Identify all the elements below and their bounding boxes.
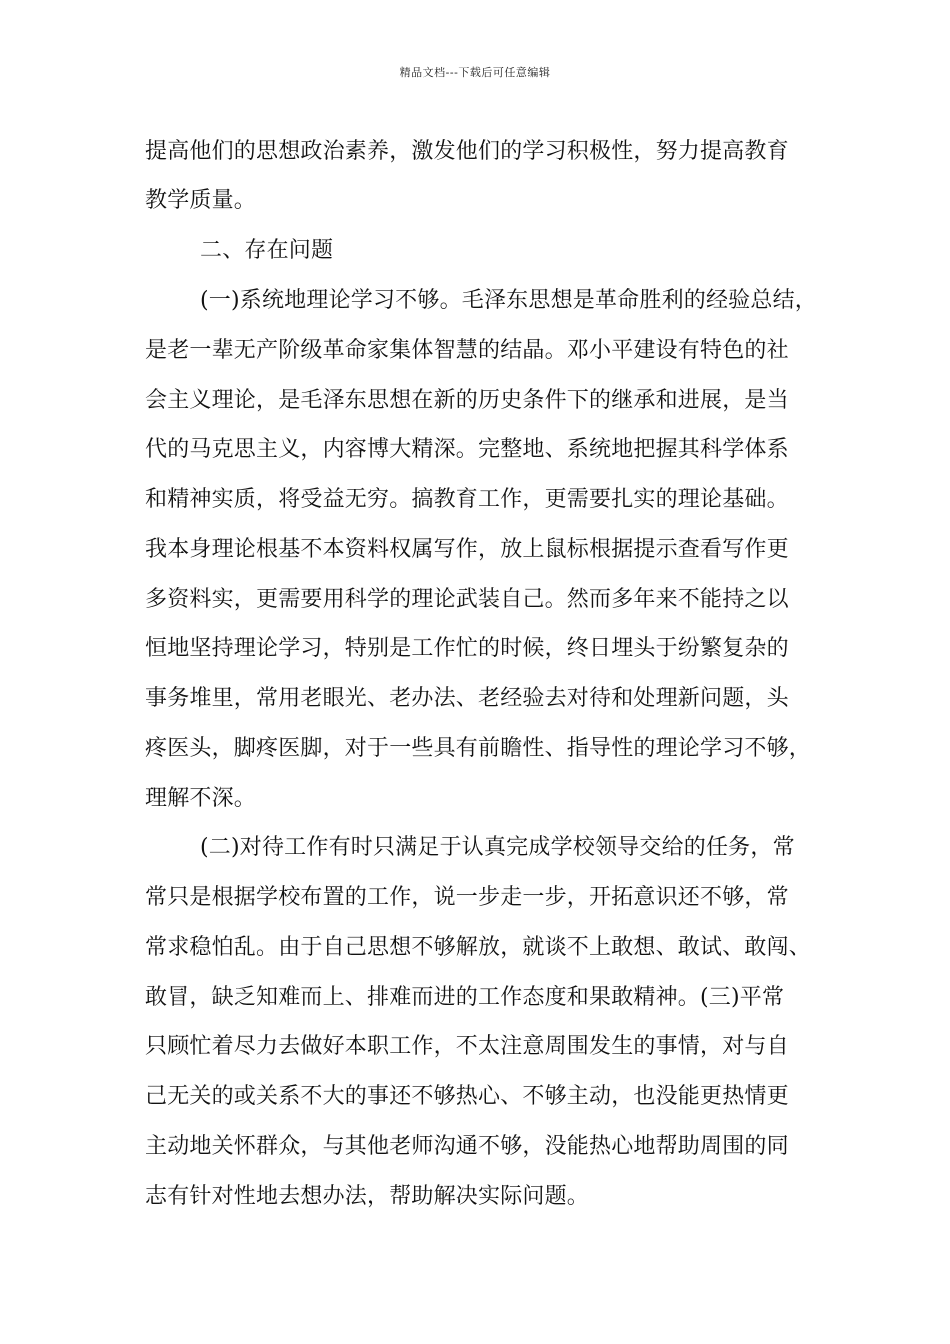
text-line: 提高他们的思想政治素养，激发他们的学习积极性，努力提高教育 (145, 139, 789, 164)
page-header: 精品文档---下载后可任意编辑 (399, 66, 551, 79)
text-line: 常只是根据学校布置的工作，说一步走一步，开拓意识还不够，常 (145, 885, 789, 910)
text-line: 主动地关怀群众，与其他老师沟通不够，没能热心地帮助周围的同 (145, 1134, 789, 1159)
text-line: 会主义理论，是毛泽东思想在新的历史条件下的继承和进展，是当 (145, 388, 789, 413)
text-line: 我本身理论根基不本资料权属写作，放上鼠标根据提示查看写作更 (145, 537, 789, 562)
text-line: 常求稳怕乱。由于自己思想不够解放，就谈不上敢想、敢试、敢闯、 (145, 935, 812, 960)
text-line: 多资料实，更需要用科学的理论武装自己。然而多年来不能持之以 (145, 587, 789, 612)
text-line: 教学质量。 (145, 188, 257, 213)
text-line: 是老一辈无产阶级革命家集体智慧的结晶。邓小平建设有特色的社 (145, 338, 789, 363)
text-line: (二)对待工作有时只满足于认真完成学校领导交给的任务，常 (200, 835, 795, 860)
text-line: 敢冒，缺乏知难而上、排难而进的工作态度和果敢精神。(三)平常 (145, 985, 785, 1010)
text-line: 己无关的或关系不大的事还不够热心、不够主动，也没能更热情更 (145, 1084, 789, 1109)
text-line: 代的马克思主义，内容博大精深。完整地、系统地把握其科学体系 (145, 437, 789, 462)
text-line: 理解不深。 (145, 786, 257, 811)
text-line: 恒地坚持理论学习，特别是工作忙的时候，终日埋头于纷繁复杂的 (145, 636, 789, 661)
text-line: 疼医头，脚疼医脚，对于一些具有前瞻性、指导性的理论学习不够， (145, 736, 812, 761)
text-line: (一)系统地理论学习不够。毛泽东思想是革命胜利的经验总结， (200, 288, 817, 313)
section-heading: 二、存在问题 (200, 238, 334, 263)
text-line: 和精神实质，将受益无穷。搞教育工作，更需要扎实的理论基础。 (145, 487, 789, 512)
text-line: 志有针对性地去想办法，帮助解决实际问题。 (145, 1184, 590, 1209)
text-line: 事务堆里，常用老眼光、老办法、老经验去对待和处理新问题，头 (145, 686, 789, 711)
text-line: 只顾忙着尽力去做好本职工作，不太注意周围发生的事情，对与自 (145, 1034, 789, 1059)
